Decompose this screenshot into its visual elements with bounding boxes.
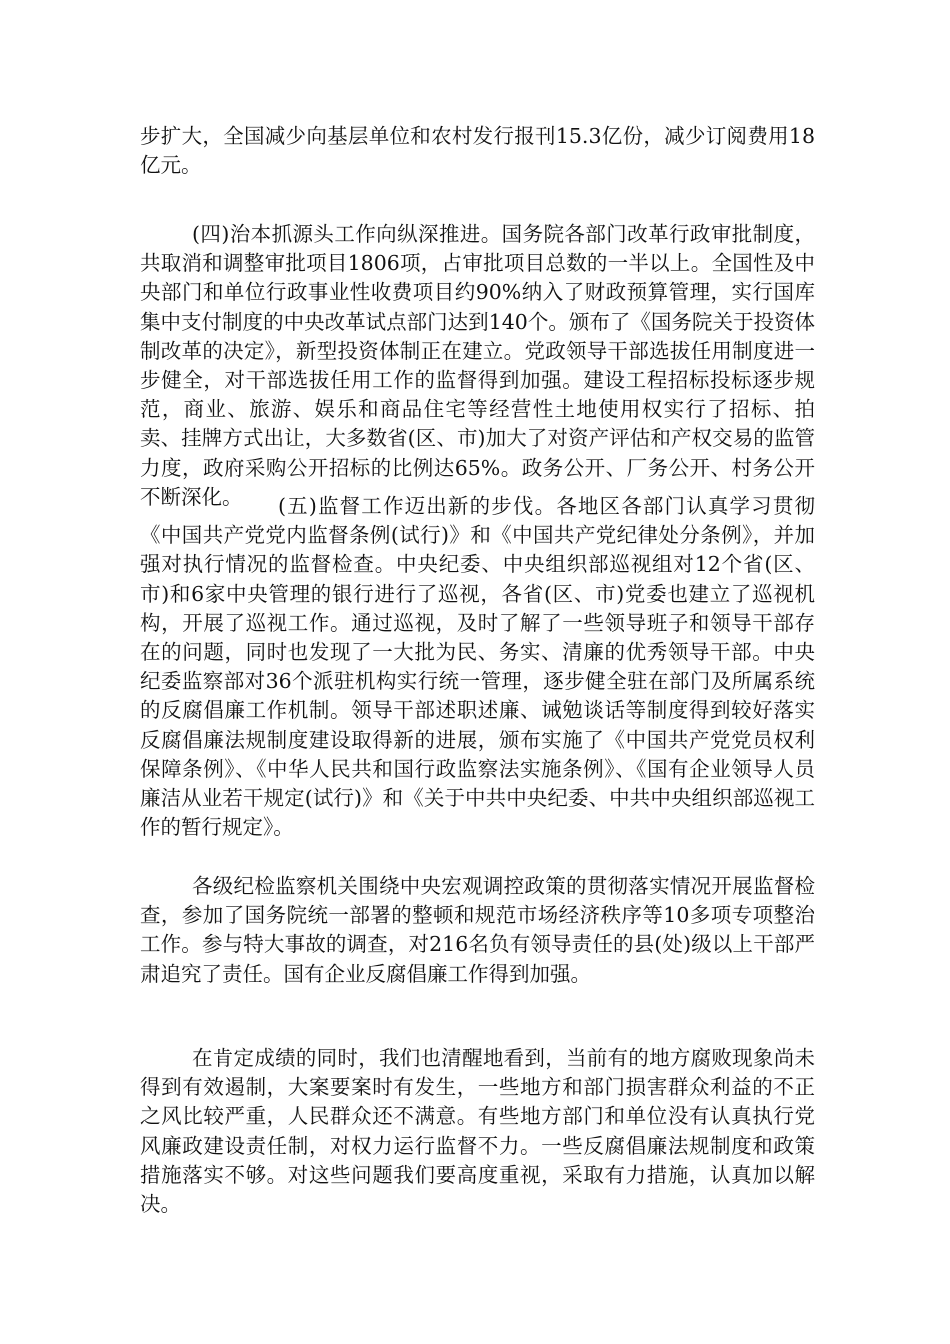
paragraph-supervision: 各级纪检监察机关围绕中央宏观调控政策的贯彻落实情况开展监督检查，参加了国务院统一部署的整顿和规范市场经济秩序等10多项专项整治工作。参与特大事故的调查，对216名负有领导责任的县(处)级以上干部严肃追究了责任。国有企业反腐倡廉工作得到加强。 xyxy=(140,874,815,986)
paragraph-problems: 在肯定成绩的同时，我们也清醒地看到，当前有的地方腐败现象尚未得到有效遏制，大案要案时有发生，一些地方和部门损害群众利益的不正之风比较严重，人民群众还不满意。有些地方部门和单位没有认真执行党风廉政建设责任制，对权力运行监督不力。一些反腐倡廉法规制度和政策措施落实不够。对这些问题我们要高度重视，采取有力措施，认真加以解决。 xyxy=(140,1046,815,1217)
paragraph-section-four: (四)治本抓源头工作向纵深推进。国务院各部门改革行政审批制度，共取消和调整审批项目1806项，占审批项目总数的一半以上。全国性及中央部门和单位行政事业性收费项目约90%纳入了财政预算管理，实行国库集中支付制度的中央改革试点部门达到140个。颁布了《国务院关于投资体制改革的决定》，新型投资体制正在建立。党政领导干部选拔任用制度进一步健全，对干部选拔任用工作的监督得到加强。建设工程招标投标逐步规范，商业、旅游、娱乐和商品住宅等经营性土地使用权实行了招标、拍卖、挂牌方式出让，大多数省(区、市)加大了对资产评估和产权交易的监管力度，政府采购公开招标的比例达65%。政务公开、厂务公开、村务公开不断深化。 xyxy=(140,222,815,509)
paragraph-continuation: 步扩大，全国减少向基层单位和农村发行报刊15.3亿份，减少订阅费用18亿元。 xyxy=(140,124,815,178)
paragraph-section-five: (五)监督工作迈出新的步伐。各地区各部门认真学习贯彻《中国共产党党内监督条例(试行)》和《中国共产党纪律处分条例》，并加强对执行情况的监督检查。中央纪委、中央组织部巡视组对12个省(区、市)和6家中央管理的银行进行了巡视，各省(区、市)党委也建立了巡视机构，开展了巡视工作。通过巡视，及时了解了一些领导班子和领导干部存在的问题，同时也发现了一大批为民、务实、清廉的优秀领导干部。中央纪委监察部对36个派驻机构实行统一管理，逐步健全驻在部门及所属系统的反腐倡廉工作机制。领导干部述职述廉、诫勉谈话等制度得到较好落实反腐倡廉法规制度建设取得新的进展，颁布实施了《中国共产党党员权利保障条例》、《中华人民共和国行政监察法实施条例》、《国有企业领导人员廉洁从业若干规定(试行)》和《关于中共中央纪委、中共中央组织部巡视工作的暂行规定》。 xyxy=(140,494,815,840)
